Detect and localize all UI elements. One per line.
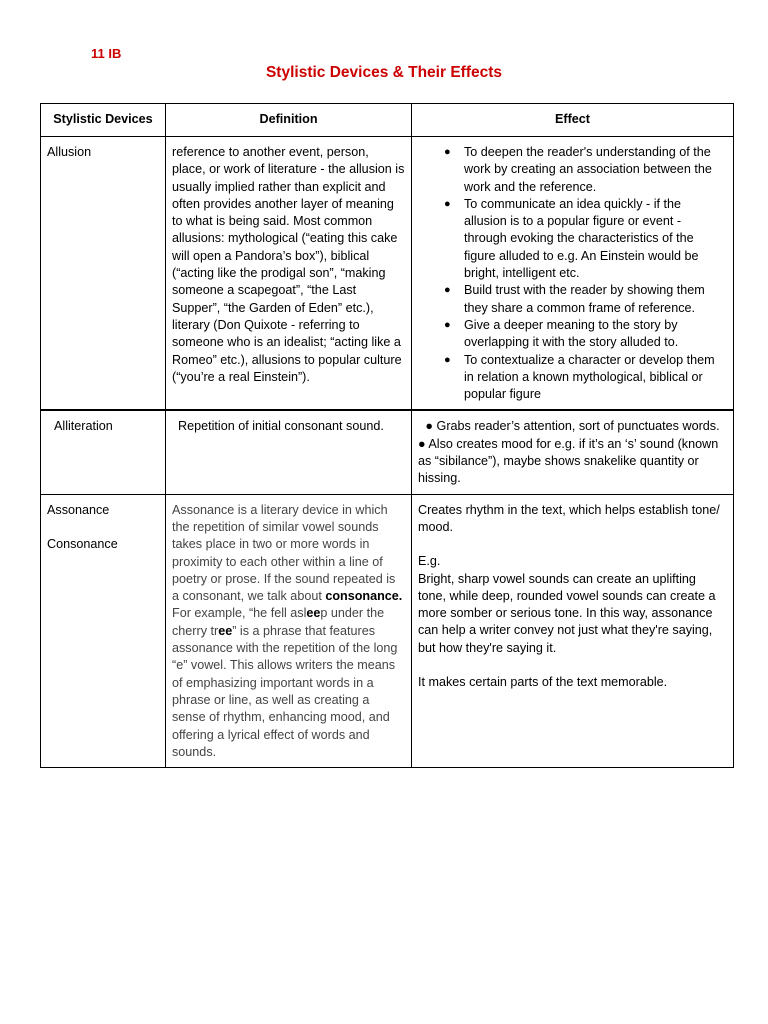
- definition-cell: [166, 494, 412, 767]
- device-name-consonance: Consonance: [47, 536, 118, 551]
- effect-list: [418, 144, 727, 403]
- effect-example-label: E.g.: [418, 554, 441, 569]
- effect-list-item: ● To communicate an idea quickly - if the allusion is to a popular figure or event - through evoking the characteristics of the figure alluded to e.g. An Einstein would be bright, intelligent etc.: [444, 196, 727, 282]
- table-row-assonance: [41, 494, 734, 767]
- stylistic-devices-table: [40, 103, 734, 768]
- device-cell: Alliteration: [41, 410, 166, 494]
- class-label: 11 IB: [91, 46, 122, 61]
- table-row-alliteration: [41, 410, 734, 494]
- definition-highlight: ee: [218, 623, 233, 638]
- effect-cell: [412, 494, 734, 767]
- definition-text: For example, “he fell asl: [172, 606, 307, 621]
- effect-list-item: ● To deepen the reader's understanding of the work by creating an association between the work and the reference.: [444, 144, 727, 196]
- definition-cell: reference to another event, person, place, or work of literature - the allusion is usually implied rather than explicit and often provides another layer of meaning to what is being said. Most common allusions: mythological (“eating this cake will open a Pandora’s box”), biblical (“acting like the prodigal son”, “making someone a scapegoat”, “the Last Supper”, “the Garden of Eden” etc.), literary (Don Quixote - referring to someone who is an idealist; “acting like a Romeo” etc.), allusions to popular culture (“you’re a real Einstein”).: [166, 137, 412, 411]
- table-row-allusion: [41, 137, 734, 411]
- definition-text: ” is a phrase that features assonance with the repetition of the long “e” vowel. This allows writers the means of emphasizing important words in a phrase or line, as well as creating a sense of rhythm, enhancing mood, and offering a lyrical effect of words and sounds.: [172, 623, 398, 759]
- device-cell: [41, 494, 166, 767]
- effect-bullet: ● Also creates mood for e.g. if it’s an ‘s’ sound (known as “sibilance”), maybe shows snakelike quantity or hissing.: [418, 436, 719, 486]
- effect-list-item: ● Build trust with the reader by showing them they share a common frame of reference.: [444, 282, 727, 317]
- effect-bullet: ● Grabs reader’s attention, sort of punctuates words.: [425, 419, 720, 434]
- definition-cell: Repetition of initial consonant sound.: [166, 410, 412, 494]
- document-title: Stylistic Devices & Their Effects: [265, 64, 503, 81]
- device-name-assonance: Assonance: [47, 502, 110, 517]
- effect-paragraph: Bright, sharp vowel sounds can create an uplifting tone, while deep, rounded vowel sounds can create a more somber or serious tone. In this way, assonance can help a writer convey not just what they're saying, but how they're saying it.: [418, 571, 716, 655]
- definition-bold-term: consonance.: [325, 589, 403, 604]
- effect-paragraph: Creates rhythm in the text, which helps establish tone/ mood.: [418, 502, 720, 534]
- effect-cell: [412, 410, 734, 494]
- definition-text: p under the cherry tr: [172, 606, 385, 638]
- column-header-devices: Stylistic Devices: [41, 104, 166, 137]
- column-header-effect: Effect: [412, 104, 734, 137]
- definition-highlight: ee: [306, 606, 321, 621]
- device-cell: Allusion: [41, 137, 166, 411]
- effect-cell: [412, 137, 734, 411]
- table-header-row: [41, 104, 734, 137]
- effect-paragraph: It makes certain parts of the text memorable.: [418, 675, 668, 690]
- column-header-definition: Definition: [166, 104, 412, 137]
- effect-list-item: ● Give a deeper meaning to the story by overlapping it with the story alluded to.: [444, 317, 727, 352]
- effect-list-item: ● To contextualize a character or develop them in relation a known mythological, biblical or popular figure: [444, 352, 727, 404]
- definition-text: Assonance is a literary device in which the repetition of similar vowel sounds takes place in two or more words in proximity to each other within a line of poetry or prose. If the sound repeated is a consonant, we talk about: [172, 502, 396, 604]
